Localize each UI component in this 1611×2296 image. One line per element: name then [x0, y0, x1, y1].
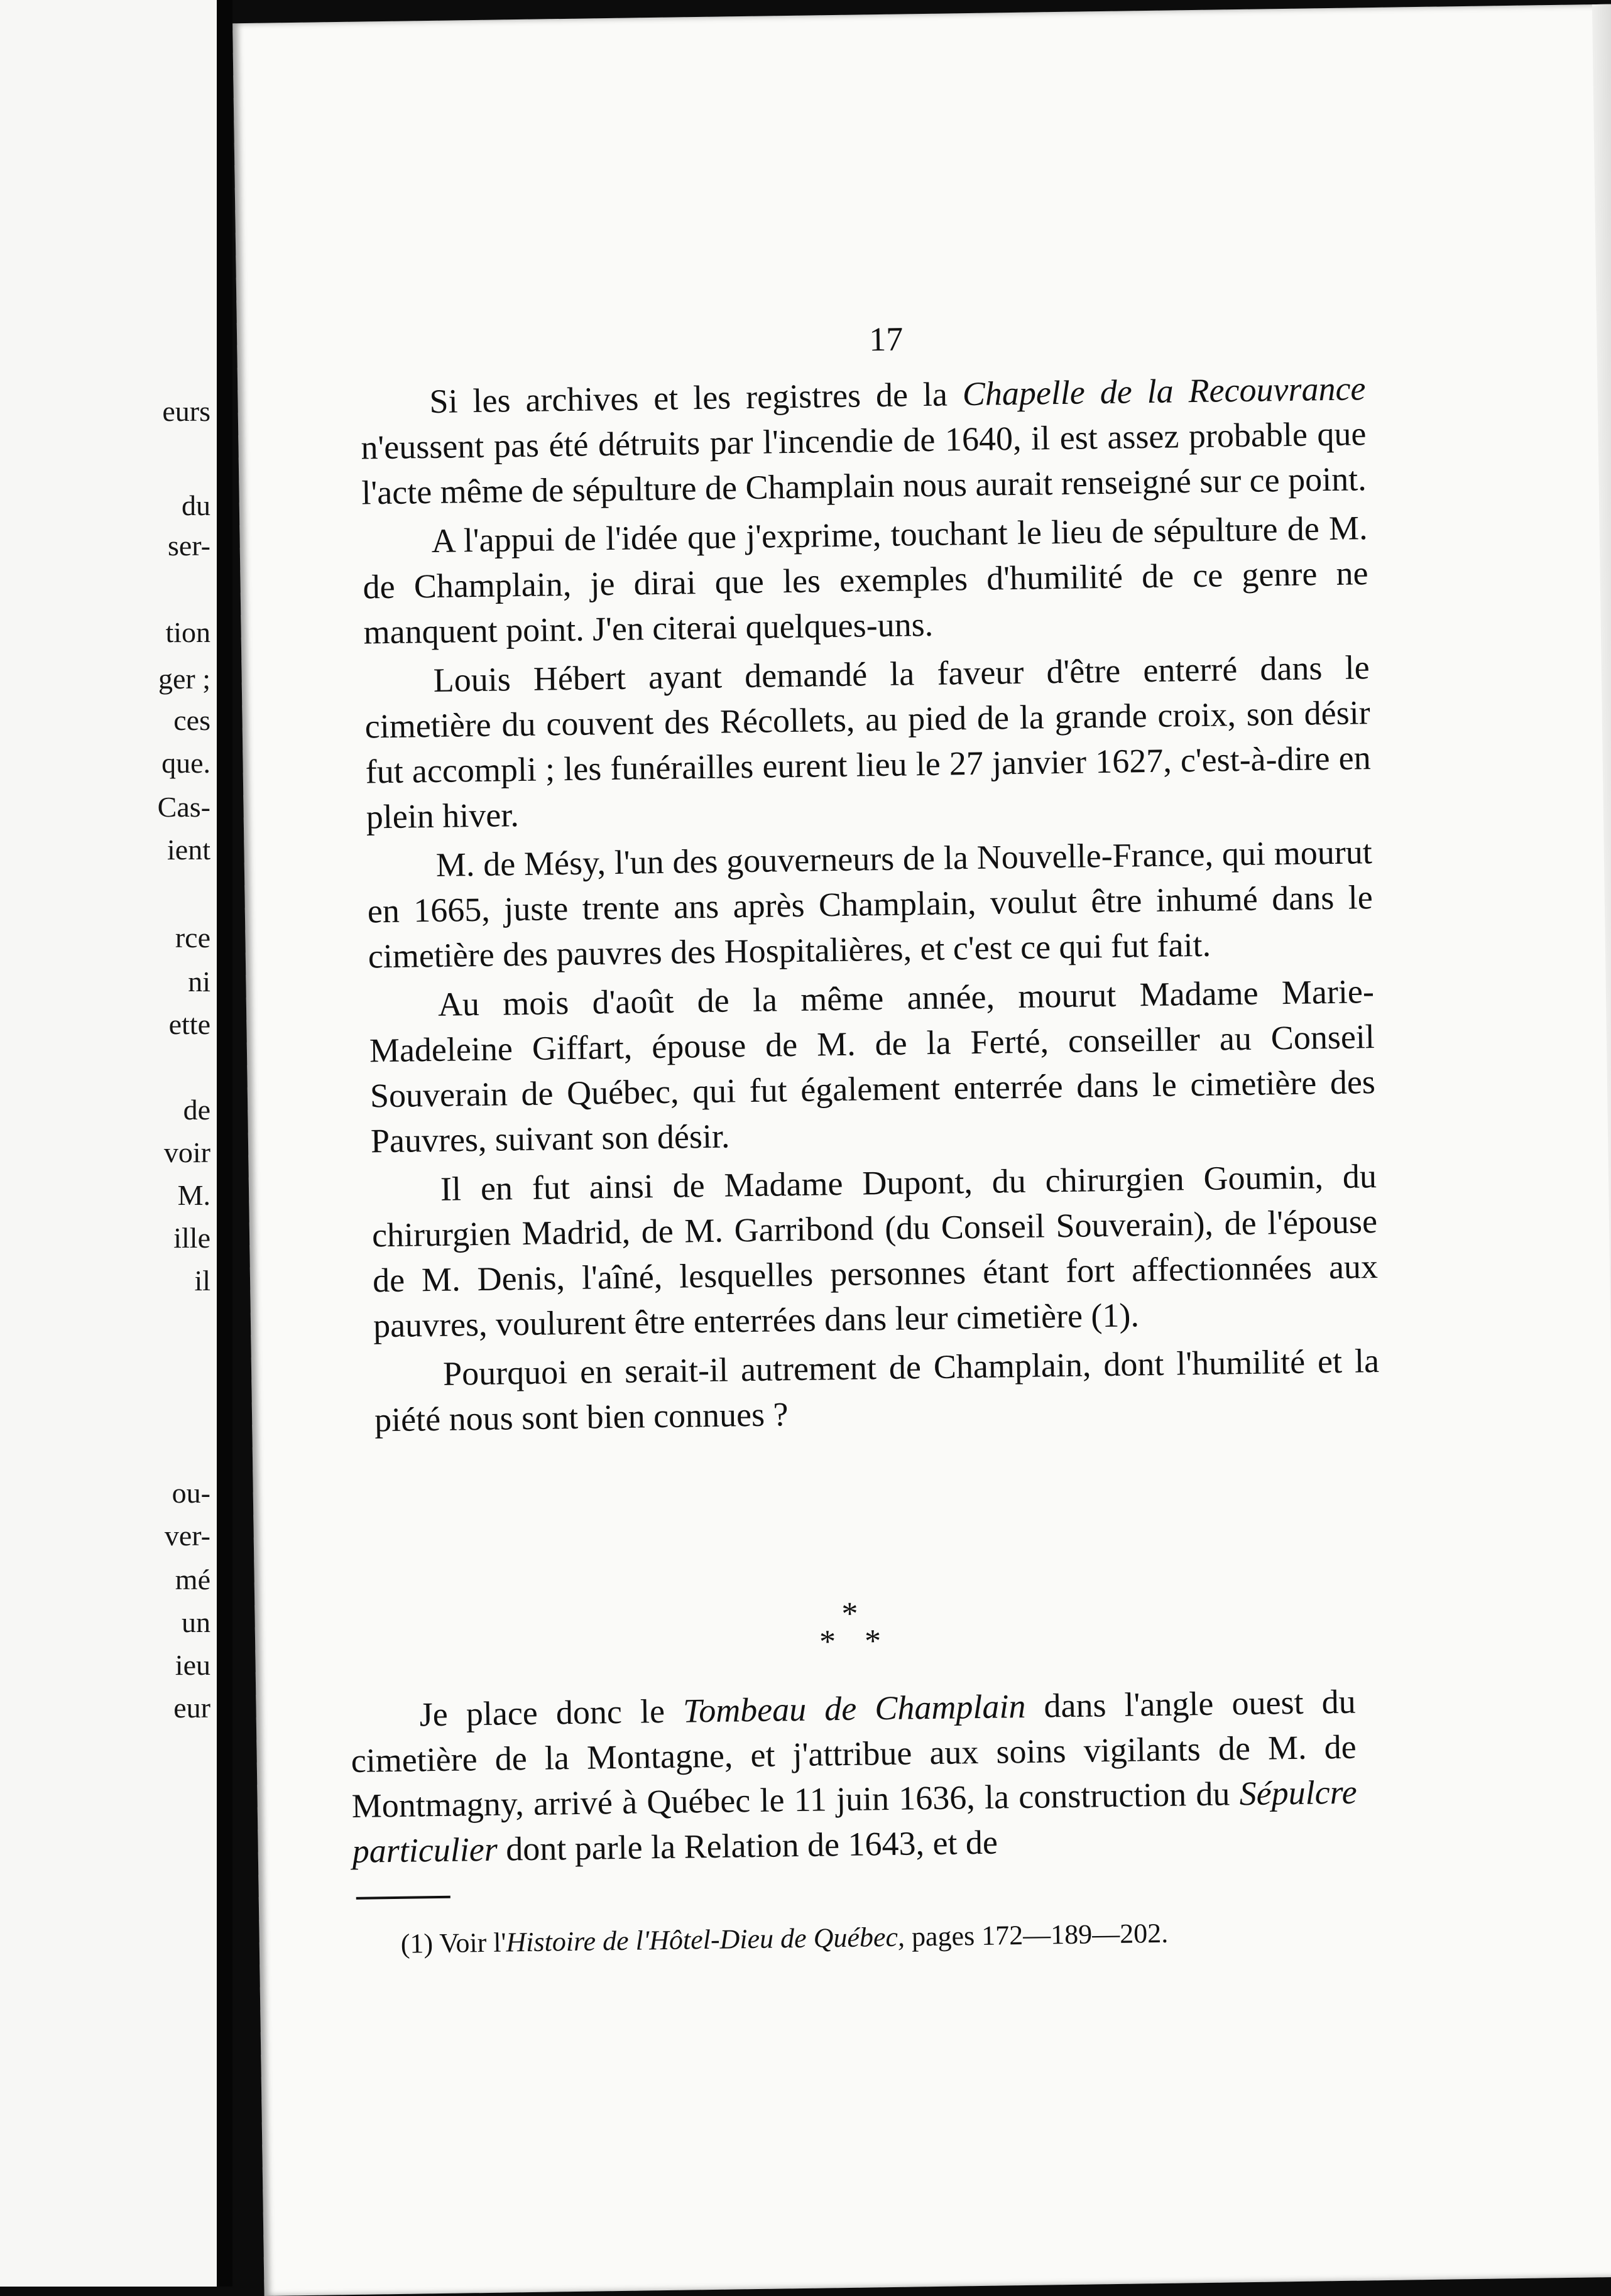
left-page-fragment: ou- [172, 1477, 210, 1509]
left-page-fragment: ser- [167, 530, 210, 562]
left-page-fragment: ger ; [158, 663, 210, 695]
main-text [360, 366, 1380, 1442]
previous-page-strip [0, 0, 217, 2287]
asterisk: * [819, 1624, 836, 1660]
footnote-book-title: Histoire de l'Hôtel-Dieu de Québec, [506, 1921, 905, 1958]
paragraph: Louis Hébert ayant demandé la faveur d'être enterré dans le cimetière du couvent des Récollets, au pied de la grande croix, son désir fut accompli ; les funérailles eurent lieu le 27 janvier 1627, c'est-à-dire en plein hiver. [364, 648, 1372, 836]
left-page-fragment: eur [173, 1692, 210, 1724]
left-page-fragment: ette [168, 1008, 210, 1040]
left-page-fragment: du [182, 489, 210, 521]
footnote-rule [356, 1896, 451, 1900]
left-page-fragment: de [183, 1094, 210, 1126]
left-page-fragment: voir [163, 1136, 210, 1168]
asterism-divider [814, 1596, 890, 1660]
paragraph: A l'appui de l'idée que j'exprime, touchant le lieu de sépulture de M. de Champlain, je dirai que les exemples d'humilité de ce genre ne manquent point. J'en citerai quelques-uns. [363, 509, 1368, 651]
footnote: (1) Voir l'Histoire de l'Hôtel-Dieu de Québec, pages 172—189—202. [400, 1917, 1169, 1959]
left-page-fragment: eurs [162, 395, 210, 427]
sepulchre-title: Sépulcre particulier [352, 1773, 1358, 1870]
left-page-fragment: que. [161, 747, 210, 779]
asterisk: * [864, 1623, 882, 1660]
asterisk: * [841, 1596, 858, 1633]
left-page-fragment: ces [173, 704, 210, 736]
book-page [232, 4, 1611, 2296]
left-page-fragment: rce [175, 922, 210, 954]
chapel-title: Chapelle de la Recouvrance [962, 369, 1366, 413]
paragraph: Pourquoi en serait-il autrement de Champlain, dont l'humilité et la piété nous sont bien connues ? [374, 1342, 1380, 1439]
left-page-fragment: ient [167, 834, 210, 866]
left-page-fragment: ni [188, 966, 210, 998]
tomb-title: Tombeau de Champlain [682, 1687, 1026, 1730]
paragraph: Si les archives et les registres de la Chapelle de la Recouvrance n'eussent pas été détruits par l'incendie de 1640, il est assez probable que l'acte même de sépulture de Champlain nous aurait renseigné sur ce point. [361, 369, 1367, 512]
left-page-fragment: tion [165, 616, 210, 648]
page-number: 17 [868, 320, 904, 359]
page-edge [1592, 4, 1611, 2277]
book-gutter [217, 0, 232, 2287]
closing-text [350, 1679, 1358, 1874]
left-page-fragment: un [182, 1606, 210, 1638]
paragraph: Je place donc le Tombeau de Champlain dans l'angle ouest du cimetière de la Montagne, et j'attribue aux soins vigilants de M. de Montmagny, arrivé à Québec le 11 juin 1636, la construction du Sépulcre particulier dont parle la Relation de 1643, et de [351, 1682, 1358, 1870]
paragraph: Il en fut ainsi de Madame Dupont, du chirurgien Goumin, du chirurgien Madrid, de M. Garribond (du Conseil Souverain), de l'épouse de M. Denis, l'aîné, lesquelles personnes étant fort affectionnées aux pauvres, voulurent être enterrées dans leur cimetière (1). [371, 1157, 1379, 1345]
left-page-fragment: Cas- [157, 791, 210, 823]
left-page-fragment: ille [173, 1222, 210, 1254]
left-page-fragment: M. [177, 1179, 210, 1211]
left-page-fragment: mé [175, 1564, 210, 1596]
paragraph: M. de Mésy, l'un des gouverneurs de la Nouvelle-France, qui mourut en 1665, juste trente ans après Champlain, voulut être inhumé dans le cimetière des pauvres des Hospitalières, et c'est ce qui fut fait. [367, 833, 1373, 976]
left-page-fragment: ver- [164, 1520, 210, 1552]
left-page-fragment: ieu [175, 1649, 210, 1681]
paragraph: Au mois d'août de la même année, mourut Madame Marie-Madeleine Giffart, épouse de M. de la Ferté, conseiller au Conseil Souverain de Québec, qui fut également enterrée dans le cimetière des Pauvres, suivant son désir. [369, 972, 1376, 1160]
left-page-fragment: il [194, 1265, 210, 1297]
